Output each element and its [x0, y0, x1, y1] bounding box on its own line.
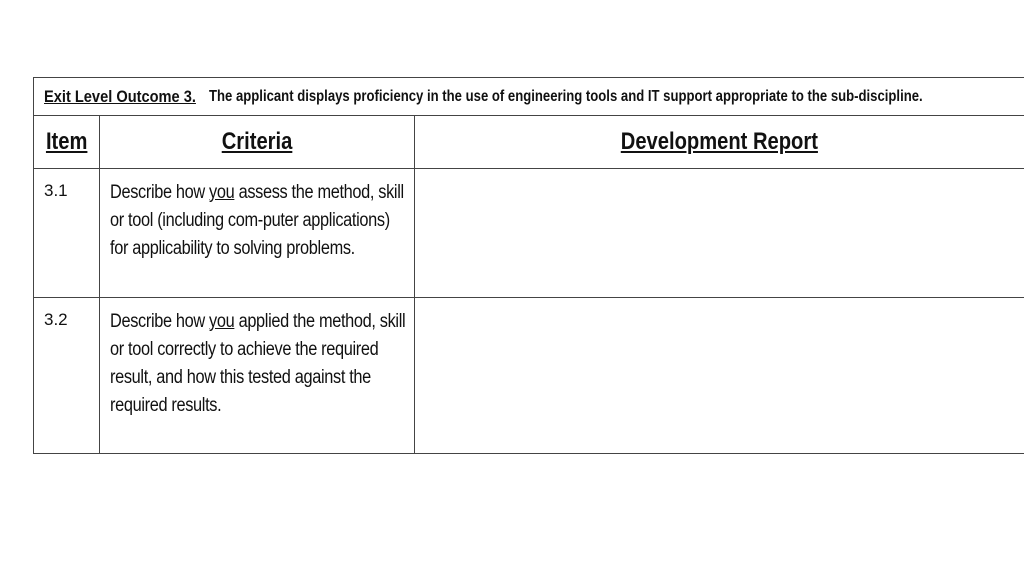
table-header-row	[34, 116, 1024, 169]
criteria-cell: Describe how you assess the method, skill or tool (including com-puter applications) for applicability to solving problems.	[100, 169, 415, 297]
outcome-description: The applicant displays proficiency in the use of engineering tools and IT support appropriate to the sub-discipline.	[208, 87, 923, 105]
outcome-lead: Exit Level Outcome 3.	[44, 86, 196, 106]
outcome-title-row	[34, 78, 1024, 116]
header-criteria: Criteria	[100, 116, 415, 168]
table-row	[34, 169, 1024, 298]
header-development-report: Development Report	[620, 128, 819, 155]
exit-level-outcome-table	[33, 77, 1024, 454]
item-number: 3.1	[34, 169, 100, 297]
criteria-cell: Describe how you applied the method, skill or tool correctly to achieve the required result, and how this tested against the required results.	[100, 298, 415, 453]
criteria-emphasis: you	[209, 311, 235, 332]
development-report-cell[interactable]	[415, 298, 1024, 453]
development-report-cell[interactable]	[415, 169, 1024, 297]
criteria-emphasis: you	[209, 182, 235, 203]
table-row	[34, 298, 1024, 453]
item-number: 3.2	[34, 298, 100, 453]
header-item: Item	[34, 116, 100, 168]
